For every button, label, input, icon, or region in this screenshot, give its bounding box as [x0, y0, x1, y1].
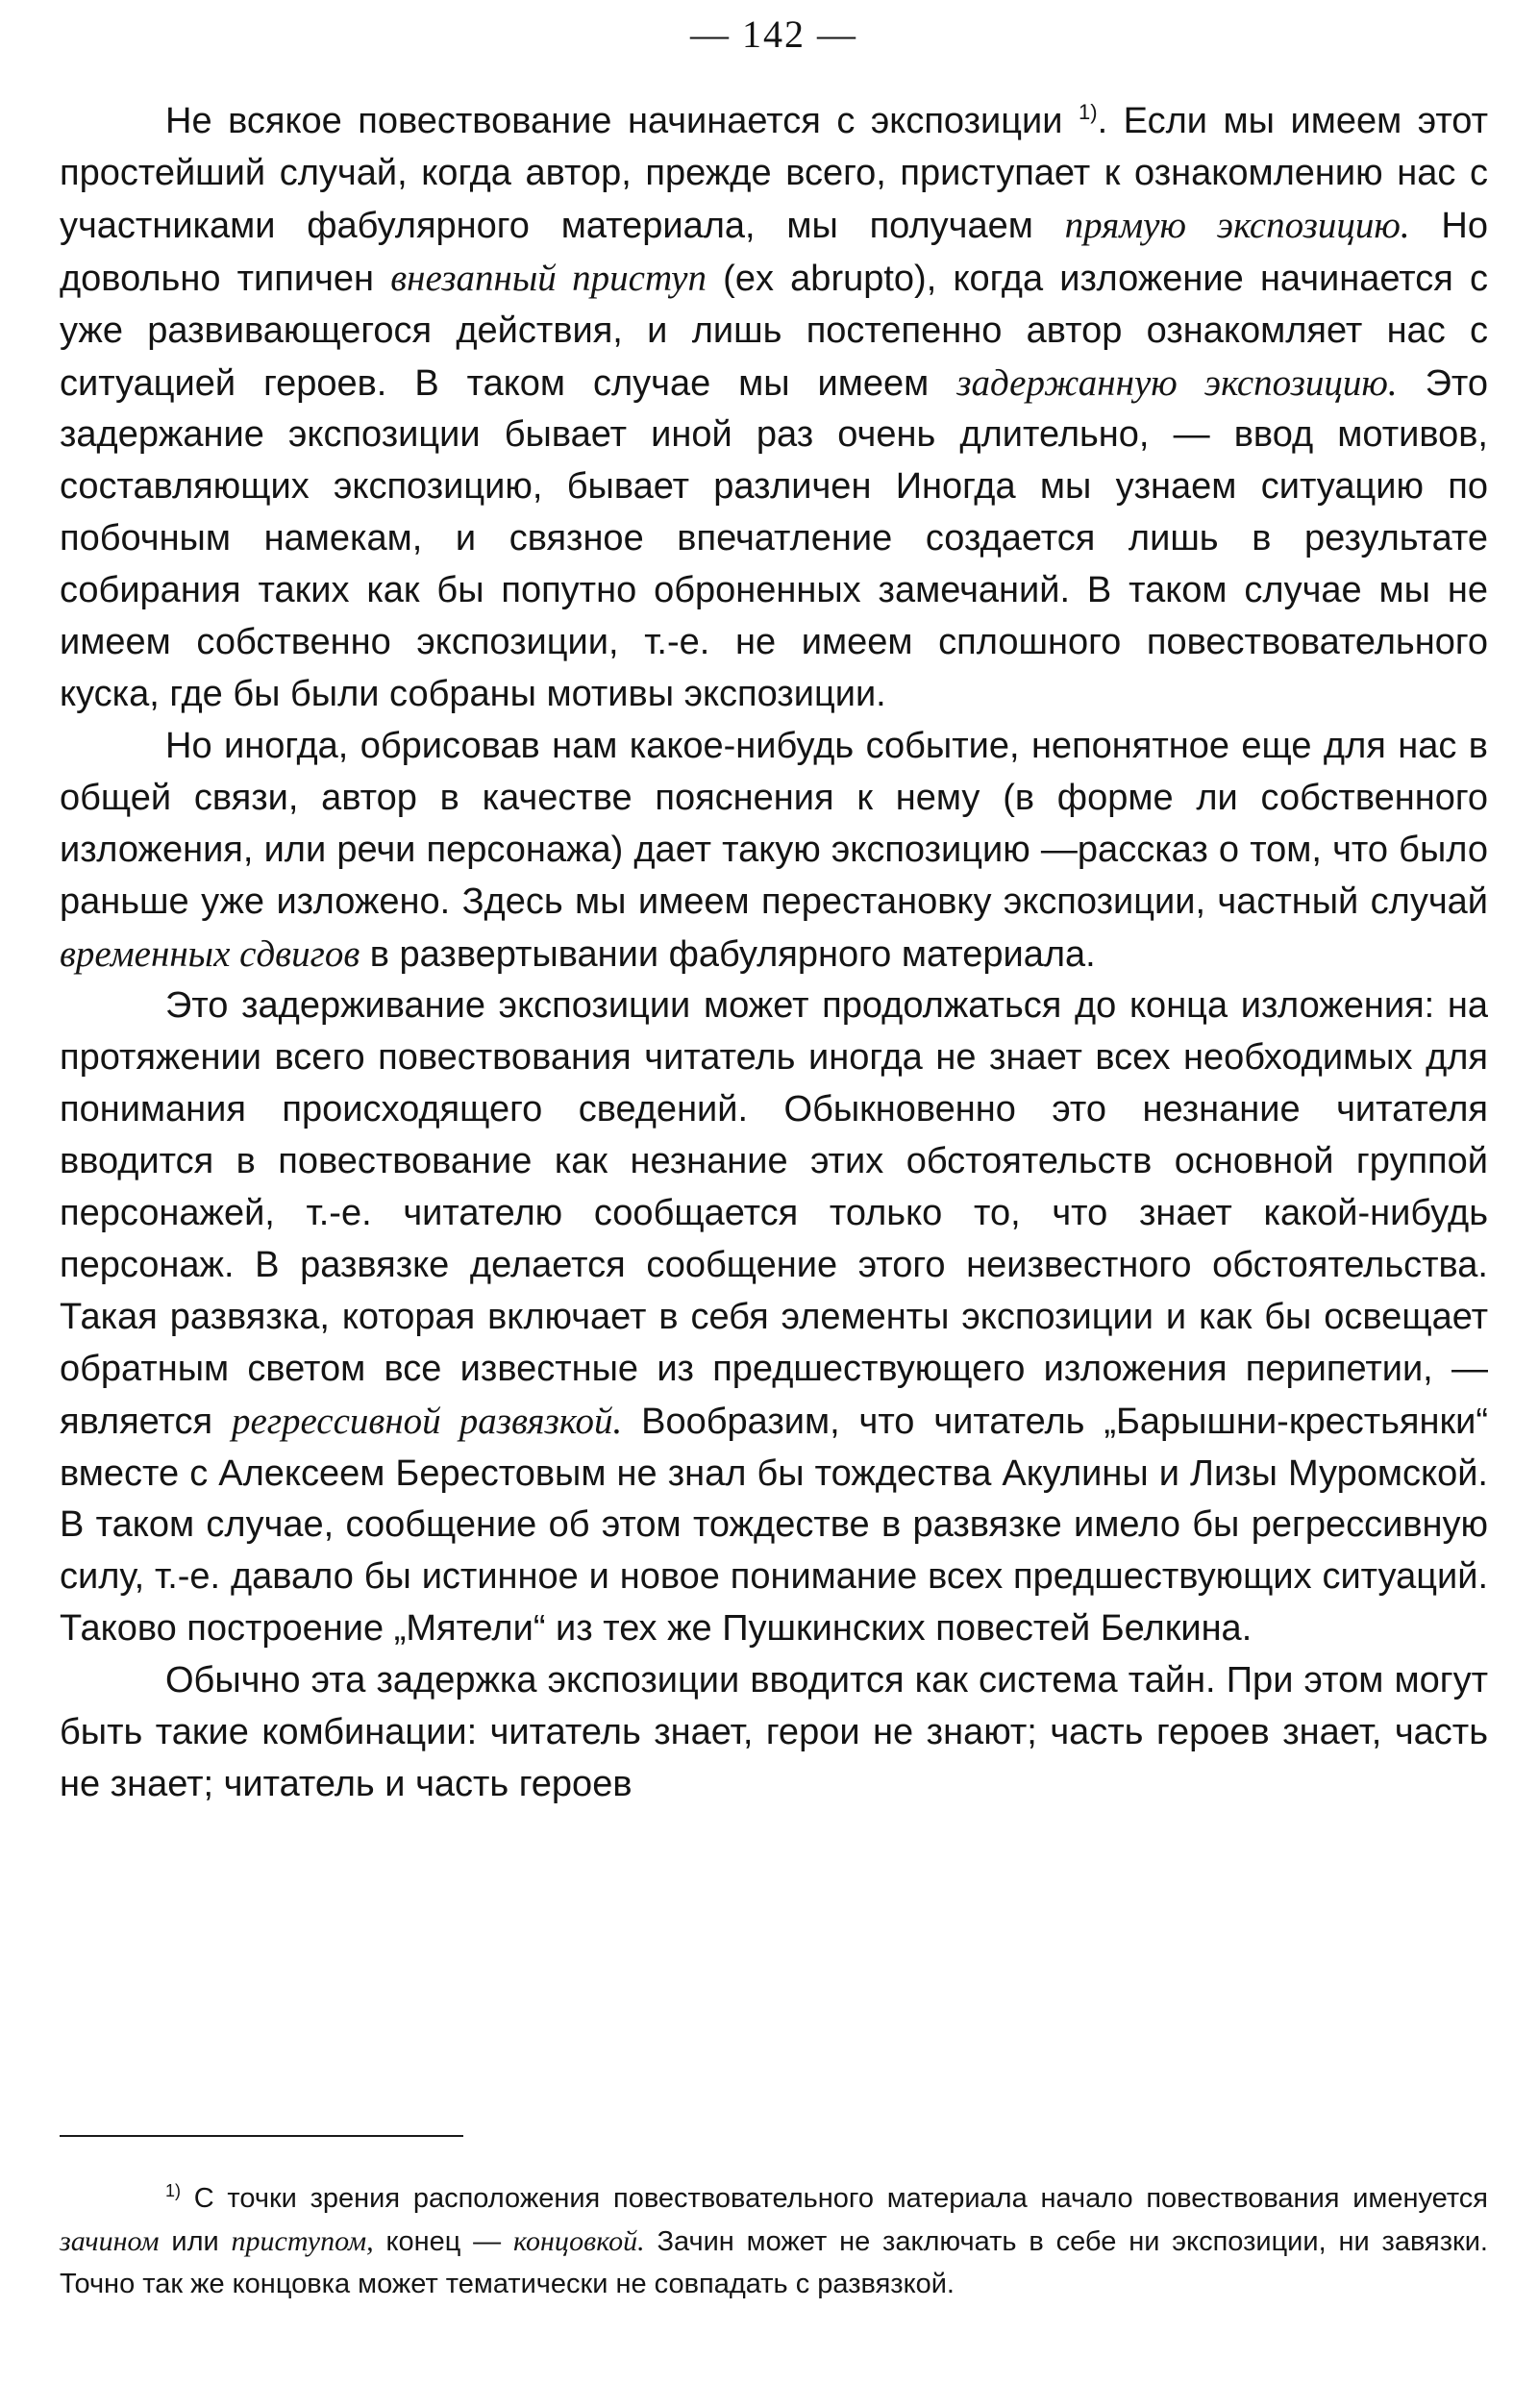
italic-term: приступом, — [231, 2224, 374, 2257]
paragraph — [60, 981, 1488, 1655]
italic-term: зачином — [60, 2224, 160, 2257]
italic-term: прямую экспозицию. — [1064, 204, 1410, 246]
text-run: Зачин может не заключать в себе ни экспозиции, ни завязки. Точно так же концовка может тематически не совпадать с развязкой. — [60, 2225, 1488, 2299]
text-run: конец — — [373, 2225, 514, 2257]
italic-term: внезапный приступ — [390, 257, 707, 299]
text-run: Но довольно типичен — [60, 205, 1488, 299]
text-run: в развертывании фабулярного материала. — [360, 933, 1096, 975]
footnote-marker: 1) — [165, 2181, 182, 2200]
text-run: Это задержание экспозиции бывает иной раз очень длительно, — ввод мотивов, составляющих экспозицию, бывает различен Иногда мы узнаем ситуацию по побочным намекам, и связное впечатление создается лишь в результате собирания таких как бы попутно оброненных замечаний. В таком случае мы не имеем собственно экспозиции, т.-е. не имеем сплошного повествовательного куска, где бы были собраны мотивы экспозиции. — [60, 362, 1489, 714]
page-number: — 142 — — [690, 12, 857, 56]
text-run: Но иногда, обрисовав нам какое-нибудь событие, непонятное еще для нас в общей связи, автор в качестве пояснения к нему (в форме ли собственного изложения, или речи персонажа) дает такую экспозицию —рассказ о том, что было раньше уже изложено. Здесь мы имеем перестановку экспозиции, частный случай — [60, 725, 1488, 922]
text-run: Вообразим, что читатель „Барышни-крестьянки“ вместе с Алексеем Берестовым не знал бы тождества Акулины и Лизы Муромской. В таком случае, сообщение об этом тождестве в развязке имело бы регрессивную силу, т.-е. давало бы истинное и новое понимание всех предшествующих ситуаций. Таково построение „Мятели“ из тех же Пушкинских повестей Белкина. — [60, 1401, 1489, 1650]
italic-term: концовкой. — [513, 2224, 645, 2257]
text-run: С точки зрения расположения повествовательного материала начало повествования именуется — [181, 2183, 1488, 2214]
paragraph — [60, 721, 1488, 981]
italic-term: временных сдвигов — [60, 932, 360, 975]
text-run: . Если мы имеем этот простейший случай, когда автор, прежде всего, приступает к ознакомлению нас с участниками фабулярного материала, мы получаем — [60, 101, 1488, 246]
italic-term: задержанную экспозицию. — [956, 361, 1398, 404]
text-run: Это задерживание экспозиции может продолжаться до конца изложения: на протяжении всего повествования читатель иногда не знает всех необходимых для понимания происходящего сведений. Обыкновенно это незнание читателя вводится в повествование как незнание этих обстоятельств основной группой персонажей, т.-е. читателю сообщается только то, что знает какой-нибудь персонаж. В развязке делается сообщение этого неизвестного обстоятельства. Такая развязка, которая включает в себя элементы экспозиции и как бы освещает обратным светом все известные из предшествующего изложения перипетии, — является — [60, 985, 1488, 1442]
paragraph — [60, 96, 1488, 721]
footnote-separator — [60, 2135, 463, 2137]
text-run: Не всякое повествование начинается с экспозиции — [165, 101, 1079, 141]
footnote-reference: 1) — [1079, 100, 1098, 124]
text-run: (ex abrupto), когда изложение начинается с уже развивающегося действия, и лишь постепенно автор ознакомляет нас с ситуацией героев. В таком случае мы имеем — [60, 258, 1488, 404]
text-run: Обычно эта задержка экспозиции вводится как система тайн. При этом могут быть такие комбинации: читатель знает, герои не знают; часть героев знает, часть не знает; читатель и часть героев — [60, 1660, 1488, 1804]
text-run: или — [159, 2225, 232, 2257]
body-text — [60, 96, 1488, 1811]
italic-term: регрессивной развязкой. — [231, 1400, 623, 1442]
paragraph — [60, 1655, 1488, 1811]
footnote — [60, 2177, 1488, 2306]
